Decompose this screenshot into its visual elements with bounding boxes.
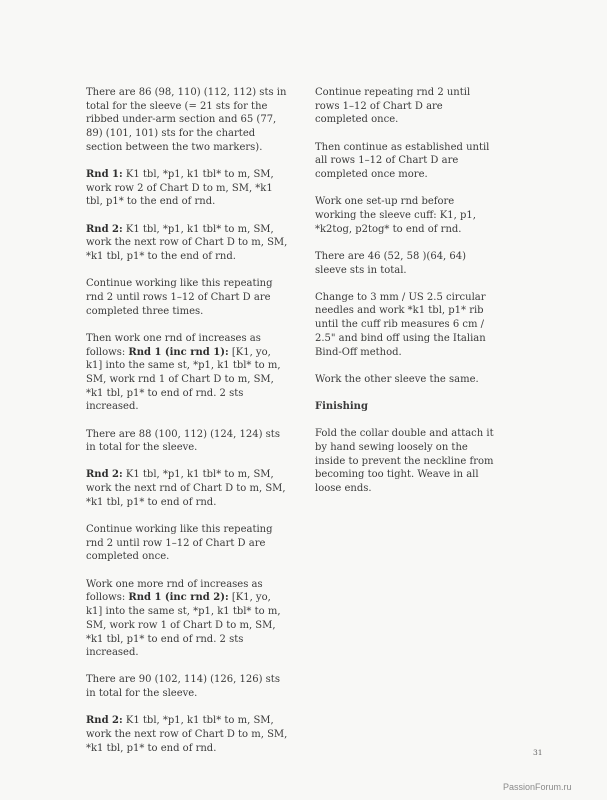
rnd-2-repeat-instruction: Rnd 2: K1 tbl, *p1, k1 tbl* to m, SM, work the next rnd of Chart D to m, SM, *k1 tbl, p1* to end of rnd. bbox=[86, 469, 286, 508]
rnd-2-final-instruction: Rnd 2: K1 tbl, *p1, k1 tbl* to m, SM, work the next row of Chart D to m, SM, *k1 tbl, p1* to end of rnd. bbox=[86, 715, 288, 754]
finishing-paragraph: Fold the collar double and attach it by hand sewing loosely on the inside to prevent the neckline from becoming too tight. Weave in all loose ends. bbox=[315, 428, 494, 494]
increase-rnd-1-instruction: Then work one rnd of increases as follows: Rnd 1 (inc rnd 1): [K1, yo, k1] into the same st, *p1, k1 tbl* to m, SM, work rnd 1 of Chart D to m, SM, *k1 tbl, p1* to end of rnd. 2 sts increased. bbox=[86, 332, 281, 413]
sleeve-sts-total-paragraph: There are 46 (52, 58 )(64, 64) sleeve sts in total. bbox=[315, 250, 467, 276]
continue-established-paragraph: Then continue as established until all rows 1–12 of Chart D are completed once more. bbox=[315, 141, 490, 181]
page-number: 31 bbox=[533, 748, 543, 757]
continue-instruction: Continue working like this repeating rnd 2 until rows 1–12 of Chart D are completed three times. bbox=[86, 278, 273, 317]
stitch-count-88: There are 88 (100, 112) (124, 124) sts in total for the sleeve. bbox=[86, 428, 280, 454]
rnd-2-instruction: Rnd 2: K1 tbl, *p1, k1 tbl* to m, SM, work the next row of Chart D to m, SM, *k1 tbl, p1* to the end of rnd. bbox=[86, 223, 288, 263]
continue-once-instruction: Continue working like this repeating rnd 2 until row 1–12 of Chart D are completed once. bbox=[86, 524, 273, 563]
watermark: PassionForum.ru bbox=[503, 782, 572, 792]
stitch-count-90: There are 90 (102, 114) (126, 126) sts in total for the sleeve. bbox=[86, 674, 280, 700]
left-column bbox=[86, 86, 288, 769]
setup-rnd-paragraph: Work one set-up rnd before working the sleeve cuff: K1, p1, *k2tog, p2tog* to end of rnd. bbox=[315, 196, 476, 235]
rnd-1-instruction: Rnd 1: K1 tbl, *p1, k1 tbl* to m, SM, work row 2 of Chart D to m, SM, *k1 tbl, p1* to the end of rnd. bbox=[86, 169, 274, 208]
other-sleeve-paragraph: Work the other sleeve the same. bbox=[315, 373, 479, 385]
continue-repeating-paragraph: Continue repeating rnd 2 until rows 1–12 of Chart D are completed once. bbox=[315, 87, 471, 126]
finishing-heading: Finishing bbox=[315, 400, 368, 412]
sleeve-stitch-count: There are 86 (98, 110) (112, 112) sts in total for the sleeve (= 21 sts for the ribbed under-arm section and 65 (77, 89) (101, 101) sts for the charted section between the two markers). bbox=[86, 87, 287, 153]
cuff-rib-paragraph: Change to 3 mm / US 2.5 circular needles and work *k1 tbl, p1* rib until the cuff rib measures 6 cm / 2.5" and bind off using the Italian Bind-Off method. bbox=[315, 291, 486, 358]
right-column bbox=[315, 86, 495, 509]
increase-rnd-2-instruction: Work one more rnd of increases as follows: Rnd 1 (inc rnd 2): [K1, yo, k1] into the same st, *p1, k1 tbl* to m, SM, work row 1 of Chart D to m, SM, *k1 tbl, p1* to end of rnd. 2 sts increased. bbox=[86, 578, 281, 659]
